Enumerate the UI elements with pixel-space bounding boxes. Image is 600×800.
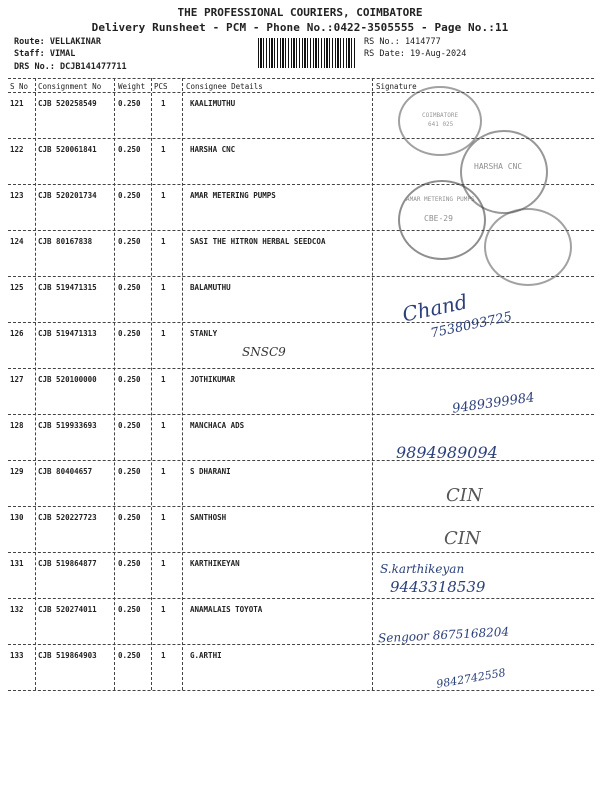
row-sno: 125 <box>10 283 24 292</box>
row-consignee: SANTHOSH <box>190 513 227 522</box>
row-weight: 0.250 <box>118 467 141 476</box>
row-pcs: 1 <box>161 283 166 292</box>
row-pcs: 1 <box>161 421 166 430</box>
col-sno: S No <box>10 82 29 91</box>
row-consignment-no: CJB 519933693 <box>38 421 97 430</box>
row-sno: 132 <box>10 605 24 614</box>
row-consignee: STANLY <box>190 329 218 338</box>
company-title: THE PROFESSIONAL COURIERS, COIMBATORE <box>177 6 423 19</box>
row-weight: 0.250 <box>118 145 141 154</box>
row-consignee: BALAMUTHU <box>190 283 231 292</box>
row-pcs: 1 <box>161 237 166 246</box>
row-sno: 122 <box>10 145 24 154</box>
row-pcs: 1 <box>161 145 166 154</box>
row-consignment-no: CJB 520201734 <box>38 191 97 200</box>
row-consignee: AMAR METERING PUMPS <box>190 191 276 200</box>
row-consignee: S DHARANI <box>190 467 231 476</box>
col-consignee: Consignee Details <box>186 82 263 91</box>
karthikeyan-name: S.karthikeyan <box>380 562 465 576</box>
row-sno: 121 <box>10 99 24 108</box>
col-signature: Signature <box>376 82 417 91</box>
row-consignee: ANAMALAIS TOYOTA <box>190 605 263 614</box>
row-consignee: SASI THE HITRON HERBAL SEEDCOA <box>190 237 326 246</box>
row-sno: 127 <box>10 375 24 384</box>
row-consignee: KARTHIKEYAN <box>190 559 240 568</box>
table-row <box>8 506 594 552</box>
row-weight: 0.250 <box>118 283 141 292</box>
row-pcs: 1 <box>161 191 166 200</box>
row-consignee: MANCHACA ADS <box>190 421 245 430</box>
row-consignment-no: CJB 520274011 <box>38 605 97 614</box>
drs-number: DRS No.: DCJB141477711 <box>14 62 127 72</box>
row-pcs: 1 <box>161 605 166 614</box>
row-consignment-no: CJB 520227723 <box>38 513 97 522</box>
row-sno: 123 <box>10 191 24 200</box>
row-consignee: HARSHA CNC <box>190 145 236 154</box>
table-row <box>8 552 594 598</box>
runsheet-title: Delivery Runsheet - PCM - Phone No.:0422-3505555 - Page No.:11 <box>91 21 509 34</box>
table-row <box>8 644 594 690</box>
row-weight: 0.250 <box>118 329 141 338</box>
table-row <box>8 460 594 506</box>
barcode <box>258 38 356 68</box>
stanly-phone: 7538093725 <box>429 309 514 342</box>
amar-stamp-center: CBE-29 <box>424 214 453 223</box>
row-consignment-no: CJB 519471313 <box>38 329 97 338</box>
row-weight: 0.250 <box>118 421 141 430</box>
dharani-mark: CIN <box>446 485 483 506</box>
row-consignment-no: CJB 80167838 <box>38 237 93 246</box>
stanly-signature: Chand <box>400 289 470 327</box>
staff-label: Staff: VIMAL <box>14 49 76 59</box>
row-pcs: 1 <box>161 375 166 384</box>
row-sno: 128 <box>10 421 24 430</box>
row-pcs: 1 <box>161 513 166 522</box>
row-weight: 0.250 <box>118 237 141 246</box>
row-sno: 131 <box>10 559 24 568</box>
row-pcs: 1 <box>161 651 166 660</box>
row-weight: 0.250 <box>118 375 141 384</box>
row-weight: 0.250 <box>118 513 141 522</box>
sasi-stamp <box>484 208 572 286</box>
kaalimuthu-stamp-city: COIMBATORE <box>422 112 459 119</box>
row-consignment-no: CJB 519471315 <box>38 283 97 292</box>
route-label: Route: VELLAKINAR <box>14 37 101 47</box>
kaalimuthu-stamp-pin: 641 025 <box>428 121 454 128</box>
row-pcs: 1 <box>161 99 166 108</box>
row-consignment-no: CJB 520100000 <box>38 375 97 384</box>
row-pcs: 1 <box>161 559 166 568</box>
row-weight: 0.250 <box>118 651 141 660</box>
row-consignment-no: CJB 80404657 <box>38 467 93 476</box>
jothikumar-phone: 9489399984 <box>451 390 536 417</box>
row-consignee: G.ARTHI <box>190 651 222 660</box>
margin-note: SNSC9 <box>242 345 286 359</box>
table-row <box>8 322 594 368</box>
row-weight: 0.250 <box>118 559 141 568</box>
row-weight: 0.250 <box>118 191 141 200</box>
santhosh-mark: CIN <box>444 528 481 549</box>
row-pcs: 1 <box>161 329 166 338</box>
table-row <box>8 414 594 460</box>
arthi-phone: 9842742558 <box>435 666 507 691</box>
manchaca-phone: 9894989094 <box>396 443 498 462</box>
karthikeyan-phone: 9443318539 <box>390 578 486 596</box>
row-weight: 0.250 <box>118 99 141 108</box>
col-weight: Weight <box>118 82 146 91</box>
rs-number: RS No.: 1414777 <box>364 37 441 47</box>
anamalais-note: Sengoor 8675168204 <box>377 624 510 646</box>
row-consignment-no: CJB 519864903 <box>38 651 97 660</box>
col-consignment: Consignment No <box>38 82 102 91</box>
amar-stamp-name: AMAR METERING PUMPS <box>406 196 475 203</box>
rs-date: RS Date: 19-Aug-2024 <box>364 49 467 59</box>
harsha-stamp-text: HARSHA CNC <box>474 162 523 171</box>
row-weight: 0.250 <box>118 605 141 614</box>
amar-stamp <box>398 180 486 260</box>
row-pcs: 1 <box>161 467 166 476</box>
row-consignee: KAALIMUTHU <box>190 99 236 108</box>
row-consignee: JOTHIKUMAR <box>190 375 236 384</box>
col-pcs: PCS <box>154 82 168 91</box>
row-sno: 126 <box>10 329 24 338</box>
row-sno: 133 <box>10 651 24 660</box>
row-sno: 130 <box>10 513 24 522</box>
row-consignment-no: CJB 520258549 <box>38 99 97 108</box>
row-sno: 124 <box>10 237 24 246</box>
row-consignment-no: CJB 519864877 <box>38 559 97 568</box>
row-consignment-no: CJB 520061841 <box>38 145 97 154</box>
row-sno: 129 <box>10 467 24 476</box>
